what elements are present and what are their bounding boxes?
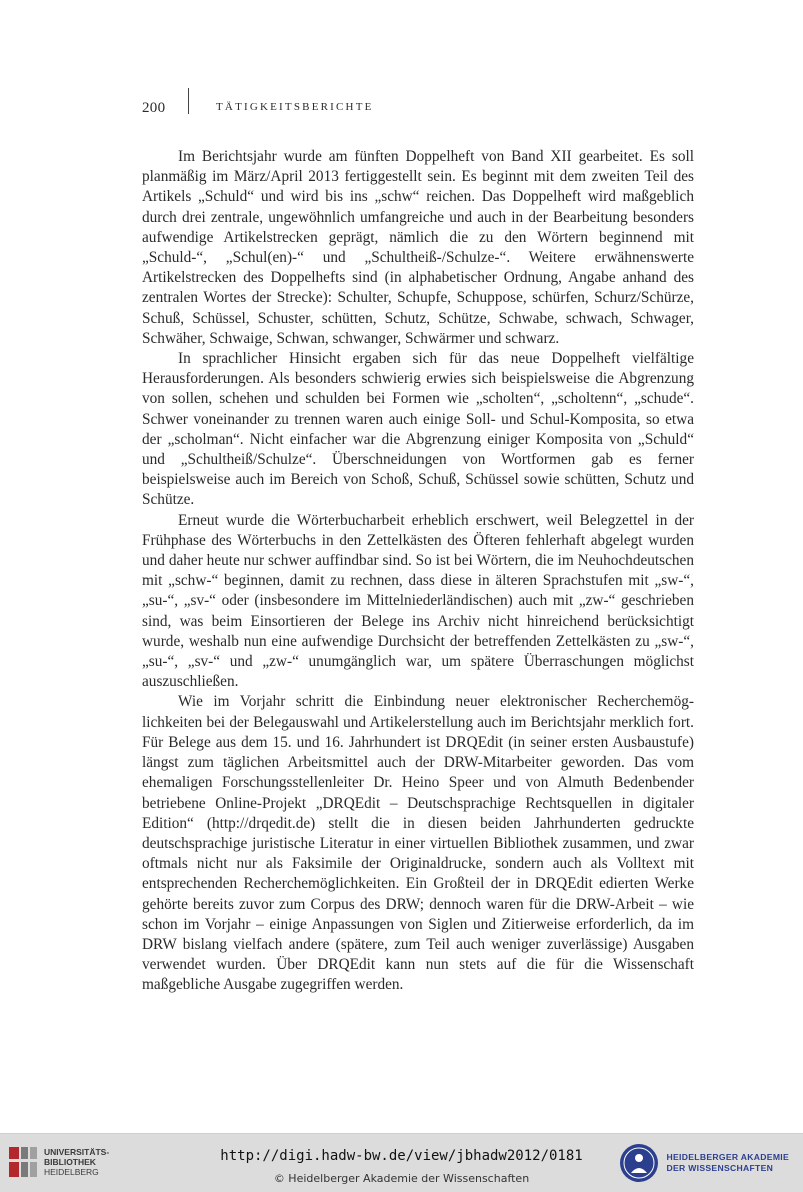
viewer-footer <box>0 1133 803 1192</box>
academy-logo[interactable] <box>619 1143 789 1183</box>
header-divider <box>188 88 189 114</box>
copyright-notice: © Heidelberger Akademie der Wissenschaften <box>273 1172 530 1185</box>
page-number: 200 <box>142 99 166 116</box>
ub-logo-line: HEIDELBERG <box>44 1167 99 1177</box>
paragraph: Erneut wurde die Wörterbucharbeit erheblich erschwert, weil Belegzettel in der Frühphase des Wörterbuchs in den Zettelkästen des Öfteren fehlerhaft abgelegt wurden und daher heute nur schwer auffindbar sind. So ist bei Wörtern, die im Neuhochdeutschen mit „schw-“ beginnen, damit zu rechnen, dass diese in älteren Sprachstufen mit „sw-“, „su-“, „sv-“ oder (insbesondere im Mittelniederländischen) auch mit „zw-“ geschrieben sind, was beim Einsortieren der Belege ins Archiv nicht hinreichend berücksichtigt wurde, weshalb nun eine aufwendige Durchsicht der betreffenden Zettelkästen zu „sw-“, „su-“, „sv-“ und „zw-“ unumgänglich war, um spätere Überraschungen möglichst auszuschließen. <box>142 511 694 691</box>
ub-logo-line: UNIVERSITÄTS- <box>44 1147 110 1157</box>
paragraph: Wie im Vorjahr schritt die Einbindung neuer elektronischer Recherchemöglichkeiten bei der Belegauswahl und Artikelerstellung auch im Berichtsjahr merklich fort. Für Belege aus dem 15. und 16. Jahrhundert ist DRQEdit (in seiner ersten Ausbaustufe) längst zum täglichen Arbeitsmittel auch der DRW-Mitarbeiter geworden. Das vom ehemaligen Forschungsstellenleiter Dr. Heino Speer und von Almuth Bedenbender betriebene Online-Projekt „DRQEdit – Deutschsprachige Rechtsquellen in digitaler Edition“ (http://drqedit.de) stellt die in diesen beiden Jahrhunderten gedruckte deutschsprachige juristische Literatur in einer virtuellen Bibliothek zusammen, und zwar oftmals nicht nur als Faksimile der Originaldrucke, sondern auch als Volltext mit entsprechenden Recherchemöglichkeiten. Ein Großteil der in DRQEdit edierten Werke gehörte bereits zuvor zum Corpus des DRW; dennoch waren für die DRW-Arbeit – wie schon im Vorjahr – einige Anpassungen von Siglen und Zitierweise erforderlich, da im DRW bislang vielfach andere (spätere, zum Teil auch weniger zuverlässige) Ausgaben verwendet wurden. Über DRQEdit kann nun stets auf die für die Wissenschaft maßgebliche Ausgabe zugegriffen werden. <box>142 693 694 994</box>
academy-logo-text <box>667 1152 789 1174</box>
body-text <box>142 147 694 996</box>
section-title: TÄTIGKEITSBERICHTE <box>216 101 374 113</box>
running-head <box>142 96 374 120</box>
academy-logo-line: HEIDELBERGER AKADEMIE <box>666 1152 789 1162</box>
academy-seal-icon <box>619 1143 659 1183</box>
ub-logo-line: BIBLIOTHEK <box>44 1157 96 1167</box>
permalink-link[interactable]: http://digi.hadw-bw.de/view/jbhadw2012/0181 <box>220 1148 583 1164</box>
paragraph: Im Berichtsjahr wurde am fünften Doppelheft von Band XII gearbeitet. Es soll planmäßig im März/April 2013 fertiggestellt sein. Es beginnt mit dem zweiten Teil des Artikels „Schuld“ und wird bis ins „schw“ reichen. Das Doppelheft wird maßgeblich durch drei zentrale, ungewöhnlich umfangreiche und auch in der Bearbeitung besonders aufwendige Artikelstrecken geprägt, nämlich die zu den Wörtern beginnend mit „Schuld-“, „Schul(en)-“ und „Schultheiß-/Schulze-“. Weitere erwähnenswerte Artikelstrecken des Doppelhefts sind (in alphabetischer Ordnung, Angabe anhand des zentralen Wortes der Strecke): Schulter, Schupfe, Schuppose, schürfen, Schurz/Schürze, Schuß, Schüssel, Schuster, schütten, Schutz, Schütze, Schwabe, schwach, Schwager, Schwäher, Schwaige, Schwan, schwanger, Schwärmer und schwarz. <box>142 148 694 347</box>
paragraph: In sprachlicher Hinsicht ergaben sich für das neue Doppelheft vielfältige Herausforderungen. Als besonders schwierig erwies sich beispielsweise die Abgrenzung von sollen, schehen und schulden bei Formen wie „scholten“, „scholtenn“, „schude“. Schwer voneinander zu trennen waren auch einige Soll- und Schul-Komposita, so etwa der „scholman“. Nicht einfacher war die Abgrenzung einiger Komposita von „Schuld“ und „Schultheiß/Schulze“. Überschneidungen von Wortformen gab es ferner beispielsweise auch im Bereich von Schoß, Schuß, Schüssel sowie schütten, Schutz und Schütze. <box>142 350 694 509</box>
academy-logo-line: DER WISSENSCHAFTEN <box>666 1163 774 1173</box>
